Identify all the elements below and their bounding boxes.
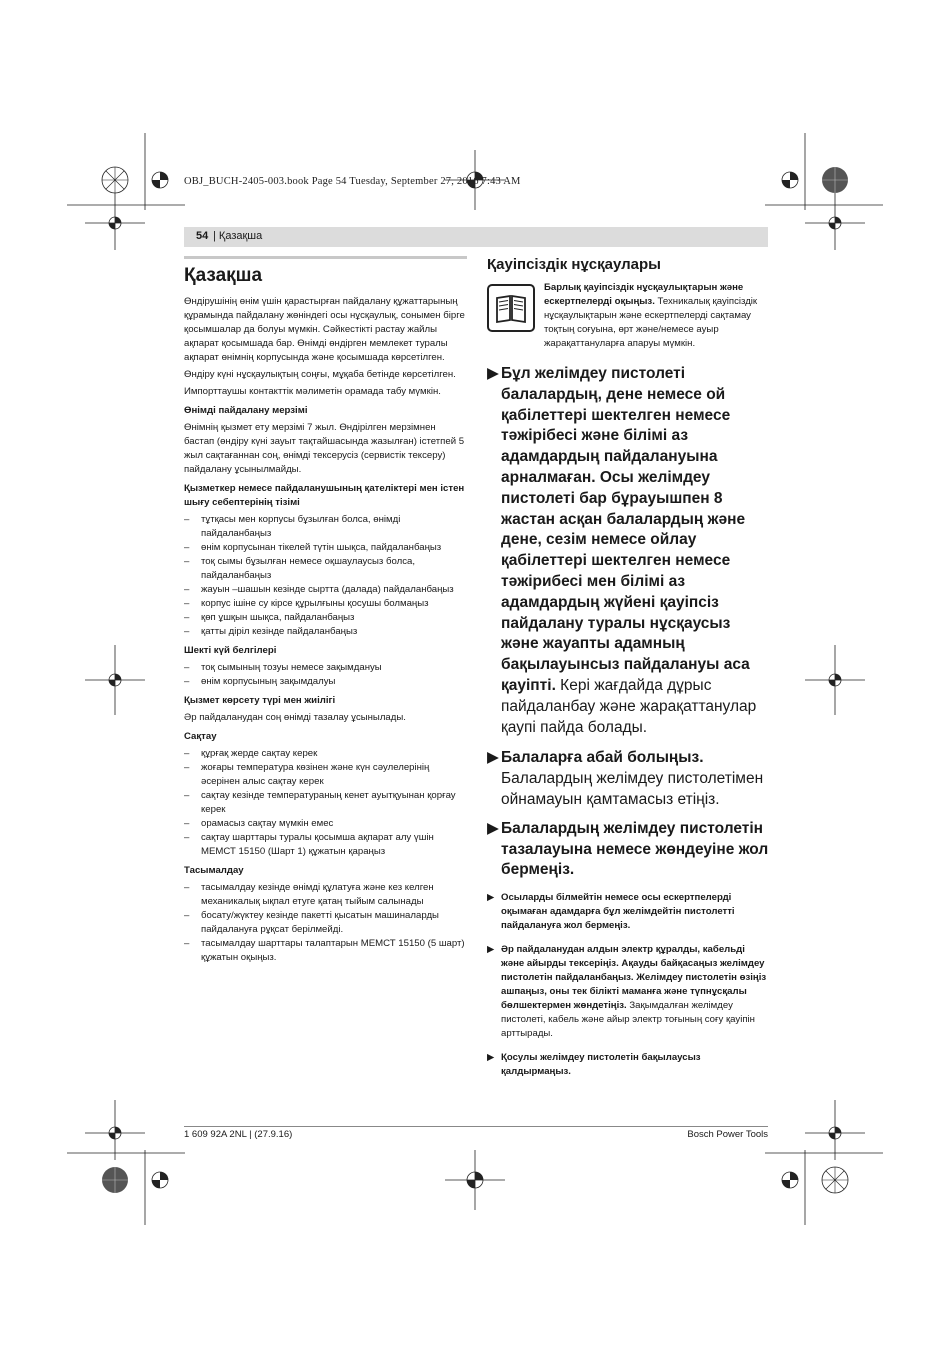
list-item: – жауын –шашын кезінде сыртта (далада) пайдаланбаңыз xyxy=(184,583,467,597)
read-manual-icon xyxy=(487,284,535,332)
page-header-bar xyxy=(184,227,768,247)
footer-divider xyxy=(184,1126,768,1127)
list-item: – тоқ сымы бұзылған немесе оқшаулаусыз болса, пайдаланбаңыз xyxy=(184,555,467,583)
list-item: – тасымалдау кезінде өнімді құлатуға және кез келген механикалық ықпал етуге қатаң тыйым салынады xyxy=(184,881,467,909)
intro-paragraph: Импорттаушы контакттік мәлиметін орамада табу мүмкін. xyxy=(184,386,441,397)
list-item: – өнім корпусының зақымдалуы xyxy=(184,675,467,689)
arrow-icon: ▶ xyxy=(487,365,499,382)
transport-heading: Тасымалдау xyxy=(184,865,244,876)
section-title: Қазақша xyxy=(184,265,263,286)
maintenance-heading: Қызмет көрсету түрі мен жиілігі xyxy=(184,695,336,706)
transport-list xyxy=(184,881,467,965)
footer-brand: Bosch Power Tools xyxy=(687,1129,768,1140)
limits-heading: Шекті күй белгілері xyxy=(184,645,277,656)
list-item: – тұтқасы мен корпусы бұзылған болса, өнімді пайдаланбаңыз xyxy=(184,513,467,541)
safety-title: Қауіпсіздік нұсқаулары xyxy=(487,256,661,273)
language-label: | Қазақша xyxy=(213,230,263,242)
list-item: – корпус ішіне су кірсе құрылғыны қосушы болмаңыз xyxy=(184,597,467,611)
safety-intro-text: Барлық қауіпсіздік нұсқаулықтарын және ескертпелерді оқыңыз. Техникалық қауіпсіздік нұсқаулықтарын және ескертпелерді сақтамау тоқтың соғуына, өрт және/немесе ауыр жарақаттануларға апаруы мүмкін. xyxy=(544,282,758,349)
list-item: – құрғақ жерде сақтау керек xyxy=(184,747,467,761)
list-item: – сақтау кезінде температураның кенет ауытқуынан қорғау керек xyxy=(184,789,467,817)
page-number: 54 xyxy=(196,230,209,242)
section-rule xyxy=(184,256,467,259)
list-item: – тасымалдау шарттары талаптарын МЕМСТ 15150 (5 шарт) құжатын оқыңыз. xyxy=(184,937,467,965)
limits-list xyxy=(184,661,467,689)
errors-list xyxy=(184,513,467,639)
arrow-icon: ▶ xyxy=(487,1052,495,1064)
list-item: – жоғары температура көзінен және күн сәулелерінің әсерінен алыс сақтау керек xyxy=(184,761,467,789)
list-item: – орамасыз сақтау мүмкін емес xyxy=(184,817,467,831)
warning-inspection: ▶ Әр пайдаланудан алдын электр құралды, кабельді және айырды тексеріңіз. Ақауды байқасаңыз желімдеу пистолетін пайдаланбаңыз. Желімдеу пистолетін өзіңіз ашпаңыз, оны тек білікті маманға және түпнұсқалы бөлшектермен жөндетіңіз. Зақымдалған желімдеу пистолеті, кабель және айыр электр тоғының соғу қауіпін арттырады. xyxy=(487,944,767,1040)
storage-heading: Сақтау xyxy=(184,731,217,742)
arrow-icon: ▶ xyxy=(487,892,495,904)
service-life-text: Өнімнің қызмет ету мерзімі 7 жыл. Өндірілген мерзімнен бастап (өндіру күні зауыт тақтайшасында жазылған) істетпей 5 жыл сақтағаннан соң, өнімді тексерусіз (сервистік тексеру) пайдалану ұсынылмайды. xyxy=(184,422,465,475)
warning-supervise: ▶ Балаларға абай болыңыз. Балалардың желімдеу пистолетімен ойнамауын қамтамасыз етіңіз. xyxy=(487,749,764,808)
list-item: – қөп ұшқын шықса, пайдаланбаңыз xyxy=(184,611,467,625)
service-life-heading: Өнімді пайдалану мерзімі xyxy=(184,405,308,416)
list-item: – өнім корпусынан тікелей түтін шықса, пайдаланбаңыз xyxy=(184,541,467,555)
right-column xyxy=(487,256,770,1079)
arrow-icon: ▶ xyxy=(487,944,495,956)
list-item: – тоқ сымының тозуы немесе зақымдануы xyxy=(184,661,467,675)
intro-paragraph: Өндіру күні нұсқаулықтың соңғы, мұқаба бетінде көрсетілген. xyxy=(184,369,456,380)
list-item: – сақтау шарттары туралы қосымша ақпарат алу үшін МЕМСТ 15150 (Шарт 1) құжатын қараңыз xyxy=(184,831,467,859)
left-column xyxy=(184,256,467,969)
errors-heading: Қызметкер немесе пайдаланушының қателіктері мен істен шығу себептерінің тізімі xyxy=(184,483,465,508)
warning-unfamiliar: ▶ Осыларды білмейтін немесе осы ескертпелерді оқымаған адамдарға бұл желімдейтін пистолетті пайдалануға жол бермеңіз. xyxy=(487,892,735,932)
file-info-header: OBJ_BUCH-2405-003.book Page 54 Tuesday, September 27, 2016 7:43 AM xyxy=(184,176,521,187)
intro-paragraph: Өндірушінің өнім үшін қарастырған пайдалану құжаттарының құрамында пайдалану жөніндегі осы нұсқаулық, сонымен бірге қосымшалар да болуы мүмкін. Сәйкестікті растау жайлы ақпарат қосымшада бар. Өнімді өндірген мемлекет туралы ақпарат өнімнің корпусында және қосымшада көрсетілген. xyxy=(184,296,465,363)
warning-children: ▶ Бұл желімдеу пистолеті балалардың, дене немесе ой қабілеттері шектелген немесе тәжірібесі және білімі аз адамдардың пайдалануына арналмаған. Осы желімдеу пистолеті бар бұрауышпен 8 жастан асқан балалардың және дене, сезім немесе ойлау қабілеттері шектелген немесе тәжірибесі мен білімі аз адамдардың жүйені қауіпсіз пайдалану туралы нұсқаусыз және жауапты адамның бақылауынсыз пайдалануы аса қауіпті. Кері жағдайда дұрыс пайдаланбау және жарақаттанулар қаупі пайда болады. xyxy=(487,365,757,736)
warning-unattended: ▶ Қосулы желімдеу пистолетін бақылаусыз қалдырмаңыз. xyxy=(487,1052,701,1078)
footer-doc-id: 1 609 92A 2NL | (27.9.16) xyxy=(184,1129,293,1140)
list-item: – қатты діріл кезінде пайдаланбаңыз xyxy=(184,625,467,639)
storage-list xyxy=(184,747,467,859)
maintenance-text: Әр пайдаланудан соң өнімді тазалау ұсынылады. xyxy=(184,712,406,723)
list-item: – босату/жүктеу кезінде пакетті қысатын машиналарды пайдалануға рұқсат берілмейді. xyxy=(184,909,467,937)
arrow-icon: ▶ xyxy=(487,749,499,767)
warning-cleaning: ▶ Балалардың желімдеу пистолетін тазалауына немесе жөндеуіне жол бермеңіз. xyxy=(487,819,769,879)
safety-intro xyxy=(487,281,770,354)
arrow-icon: ▶ xyxy=(487,819,499,837)
